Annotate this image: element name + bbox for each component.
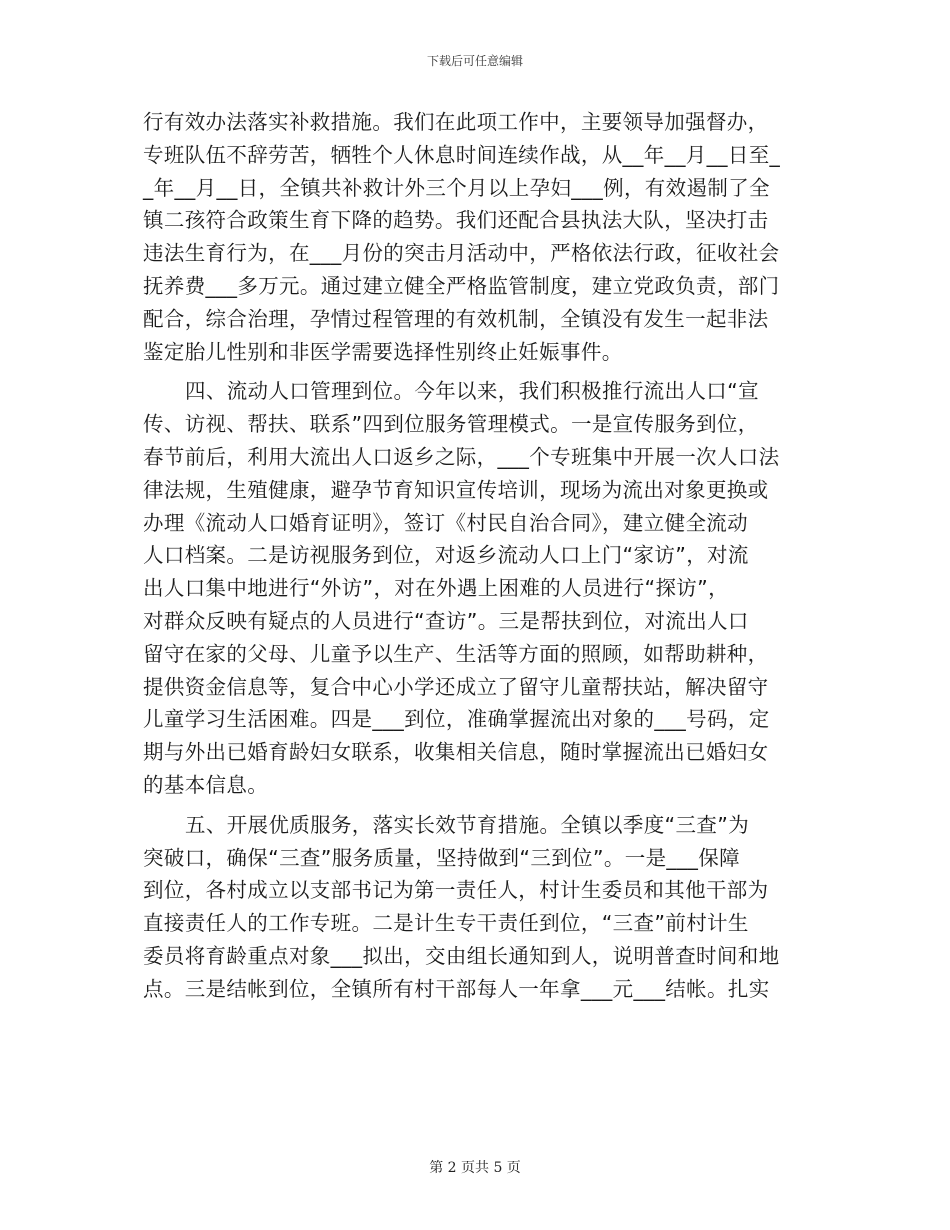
- page-footer: 第 2 页共 5 页: [429, 1160, 521, 1176]
- document-body: [143, 106, 803, 1013]
- text-line: 专班队伍不辞劳苦，牺牲个人休息时间连续作战，从__年__月__日至_: [143, 142, 781, 167]
- text-line: 四、流动人口管理到位。今年以来，我们积极推行流出人口“宣: [185, 379, 759, 404]
- text-line: 提供资金信息等，复合中心小学还成立了留守儿童帮扶站，解决留守: [143, 674, 769, 699]
- text-line: _年__月__日，全镇共补救计外三个月以上孕妇___例，有效遏制了全: [143, 175, 770, 200]
- text-line: 点。三是结帐到位，全镇所有村干部每人一年拿___元___结帐。扎实: [143, 976, 770, 1001]
- text-line: 期与外出已婚育龄妇女联系，收集相关信息，随时掌握流出已婚妇女: [143, 740, 769, 765]
- text-line: 传、访视、帮扶、联系”四到位服务管理模式。一是宣传服务到位，: [143, 412, 759, 437]
- text-line: 出人口集中地进行“外访”，对在外遇上困难的人员进行“探访”，: [143, 576, 729, 601]
- text-line: 春节前后，利用大流出人口返乡之际，___个专班集中开展一次人口法: [143, 444, 780, 469]
- text-line: 直接责任人的工作专班。二是计生专干责任到位，“三查”前村计生: [143, 911, 749, 936]
- text-line: 抚养费___多万元。通过建立健全严格监管制度，建立党政负责，部门: [143, 273, 780, 298]
- text-line: 五、开展优质服务，落实长效节育措施。全镇以季度“三查”为: [185, 812, 750, 837]
- text-line: 委员将育龄重点对象___拟出，交由组长通知到人，说明普查时间和地: [143, 943, 780, 968]
- page-header: 下载后可任意编辑: [426, 54, 523, 68]
- text-line: 人口档案。二是访视服务到位，对返乡流动人口上门“家访”，对流: [143, 543, 749, 568]
- paragraph: [143, 106, 803, 368]
- text-line: 镇二孩符合政策生育下降的趋势。我们还配合县执法大队，坚决打击: [143, 208, 769, 233]
- text-line: 律法规，生殖健康，避孕节育知识宣传培训，现场为流出对象更换或: [143, 477, 769, 502]
- text-line: 对群众反映有疑点的人员进行“查访”。三是帮扶到位，对流出人口: [143, 608, 749, 633]
- text-line: 办理《流动人口婚育证明》，签订《村民自治合同》，建立健全流动: [143, 510, 748, 535]
- text-line: 的基本信息。: [143, 772, 269, 797]
- paragraph: [143, 375, 803, 801]
- text-line: 突破口，确保“三查”服务质量，坚持做到“三到位”。一是___保障: [143, 845, 740, 870]
- text-line: 到位，各村成立以支部书记为第一责任人，村计生委员和其他干部为: [143, 878, 769, 903]
- paragraph: [143, 809, 803, 1006]
- text-line: 违法生育行为，在___月份的突击月活动中，严格依法行政，征收社会: [143, 241, 780, 266]
- text-line: 行有效办法落实补救措施。我们在此项工作中，主要领导加强督办，: [143, 110, 769, 134]
- text-line: 鉴定胎儿性别和非医学需要选择性别终止妊娠事件。: [143, 339, 623, 364]
- text-line: 留守在家的父母、儿童予以生产、生活等方面的照顾，如帮助耕种，: [143, 641, 769, 666]
- text-line: 儿童学习生活困难。四是___到位，准确掌握流出对象的___号码，定: [143, 707, 770, 732]
- text-line: 配合，综合治理，孕情过程管理的有效机制，全镇没有发生一起非法: [143, 306, 769, 331]
